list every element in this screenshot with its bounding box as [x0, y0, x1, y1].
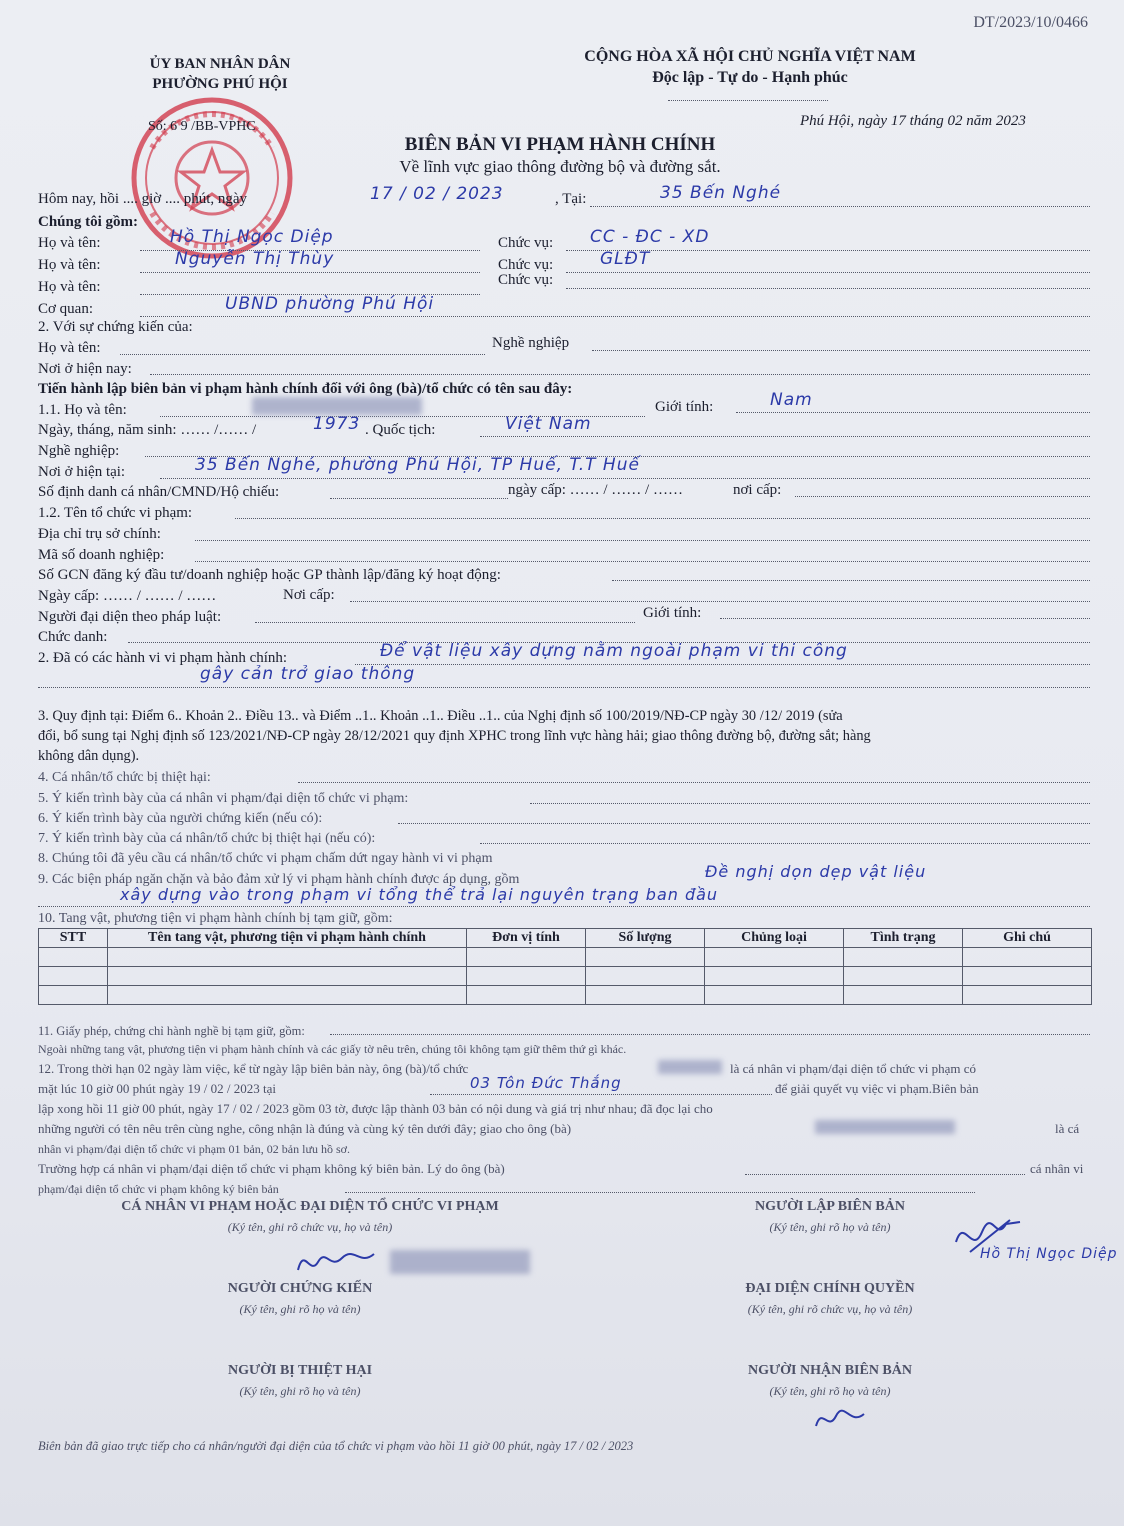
dotted-line [345, 1192, 975, 1193]
violation-line-1: Để vật liệu xây dựng nằm ngoài phạm vi thi công [380, 641, 848, 661]
closing-13a: Trường hợp cá nhân vi phạm/đại diện tổ chức vi phạm không ký biên bản. Lý do ông (bà) [38, 1161, 505, 1176]
violation-label: 2. Đã có các hành vi vi phạm hành chính: [38, 650, 288, 666]
violator-name-label: 1.1. Họ và tên: [38, 402, 127, 418]
dotted-line [235, 518, 1090, 519]
dotted-line [38, 906, 1090, 907]
officer-name-label: Họ và tên: [38, 279, 101, 295]
agency-value: UBND phường Phú Hội [225, 294, 435, 314]
measures-line-1: Đề nghị dọn dẹp vật liệu [705, 862, 927, 881]
intro-date: 17 / 02 / 2023 [370, 184, 504, 204]
col-quantity: Số lượng [586, 929, 705, 948]
org-address-label: Địa chỉ trụ sở chính: [38, 526, 161, 542]
dotted-line [140, 316, 1090, 317]
closing-12b-place: 03 Tôn Đức Thắng [470, 1074, 622, 1092]
intro-at-label: , Tại: [555, 191, 587, 207]
violator-dob-label: Ngày, tháng, năm sinh: …… /…… / [38, 422, 257, 438]
item-6-label: 6. Ý kiến trình bày của người chứng kiến (nếu có): [38, 811, 323, 826]
org-rep-gender-label: Giới tính: [643, 605, 702, 621]
witness-address-label: Nơi ở hiện nay: [38, 361, 132, 377]
document-code: DT/2023/10/0466 [973, 14, 1088, 31]
maker-signature-title: NGƯỜI LẬP BIÊN BẢN [754, 1199, 905, 1214]
violator-nationality: Việt Nam [505, 414, 592, 434]
closing-12e: nhân vi phạm/đại diện tổ chức vi phạm 01 bản, 02 bản lưu hồ sơ. [38, 1142, 350, 1156]
redacted-text [815, 1120, 955, 1134]
dotted-line [530, 803, 1090, 804]
org-title-label: Chức danh: [38, 629, 108, 645]
col-unit: Đơn vị tính [467, 929, 586, 948]
violator-address: 35 Bến Nghé, phường Phú Hội, TP Huế, T.T Huế [195, 455, 640, 475]
dotted-line [795, 496, 1090, 497]
measures-line-2: xây dựng vào trong phạm vi tổng thể trả lại nguyên trạng ban đầu [120, 885, 719, 904]
maker-signature-note: (Ký tên, ghi rõ họ và tên) [769, 1220, 891, 1234]
closing-11b: Ngoài những tang vật, phương tiện vi phạm hành chính và các giấy tờ nêu trên, chúng tôi không tạm giữ thêm thứ gì khác. [38, 1042, 627, 1056]
col-note: Ghi chú [963, 929, 1092, 948]
place-date-line: Phú Hội, ngày 17 tháng 02 năm 2023 [800, 113, 1026, 129]
violator-dob-year: 1973 [313, 414, 361, 434]
officer-name-label: Họ và tên: [38, 257, 101, 273]
authority-name: ỦY BAN NHÂN DÂN [149, 56, 291, 72]
dotted-line [566, 272, 1090, 273]
delivery-footer: Biên bản đã giao trực tiếp cho cá nhân/người đại diện của tổ chức vi phạm vào hồi 11 giờ 00 phút, ngày 17 / 02 / 2023 [38, 1439, 634, 1453]
org-representative-label: Người đại diện theo pháp luật: [38, 609, 222, 625]
redacted-text [658, 1060, 722, 1074]
national-motto: Độc lập - Tự do - Hạnh phúc [652, 69, 848, 86]
dotted-line [745, 1174, 1025, 1175]
gov-signature-note: (Ký tên, ghi rõ chức vụ, họ và tên) [747, 1302, 913, 1316]
witness-signature-title: NGƯỜI CHỨNG KIẾN [227, 1281, 373, 1296]
dotted-line [590, 206, 1090, 207]
org-name-label: 1.2. Tên tổ chức vi phạm: [38, 505, 193, 521]
officer-position-label: Chức vụ: [498, 257, 554, 273]
regulation-line-1: 3. Quy định tại: Điểm 6.. Khoản 2.. Điều 13.. và Điểm ..1.. Khoản ..1.. Điều ..1.. của Nghị định số 100/2019/NĐ-CP ngày 30 /12/ 2019 (sửa [38, 708, 843, 724]
col-condition: Tình trạng [844, 929, 963, 948]
violation-line-2: gây cản trở giao thông [200, 664, 416, 684]
table-row [39, 986, 1092, 1005]
closing-12d-tail: là cá [1055, 1121, 1080, 1136]
dotted-line [350, 601, 1090, 602]
agency-label: Cơ quan: [38, 301, 94, 317]
violator-signature-image [290, 1236, 380, 1286]
violator-id-date-label: ngày cấp: …… / …… / …… [508, 482, 683, 498]
maker-signature-name: Hồ Thị Ngọc Diệp [980, 1246, 1118, 1262]
officer-name-1: Hồ Thị Ngọc Diệp [170, 227, 334, 247]
ward-name: PHƯỜNG PHÚ HỘI [152, 76, 288, 92]
dotted-line [480, 843, 1090, 844]
receiver-signature-title: NGƯỜI NHẬN BIÊN BẢN [748, 1363, 912, 1378]
victim-signature-note: (Ký tên, ghi rõ họ và tên) [239, 1384, 361, 1398]
witness-name-label: Họ và tên: [38, 340, 101, 356]
violator-signature-note: (Ký tên, ghi rõ chức vụ, họ và tên) [227, 1220, 393, 1234]
motto-underline [668, 100, 828, 101]
violator-signature-title: CÁ NHÂN VI PHẠM HOẶC ĐẠI DIỆN TỔ CHỨC VI PHẠM [121, 1199, 499, 1214]
officer-name-2: Nguyễn Thị Thùy [175, 249, 335, 269]
violator-nationality-label: . Quốc tịch: [365, 422, 436, 438]
item-7-label: 7. Ý kiến trình bày của cá nhân/tổ chức bị thiệt hại (nếu có): [38, 831, 376, 846]
officers-heading: Chúng tôi gồm: [38, 214, 139, 230]
dotted-line [355, 664, 1090, 665]
dotted-line [150, 374, 1090, 375]
document-title: BIÊN BẢN VI PHẠM HÀNH CHÍNH [404, 134, 716, 155]
receiver-signature-note: (Ký tên, ghi rõ họ và tên) [769, 1384, 891, 1398]
dotted-line [480, 436, 1090, 437]
seized-label: 10. Tang vật, phương tiện vi phạm hành chính bị tạm giữ, gồm: [38, 911, 393, 926]
victim-signature-title: NGƯỜI BỊ THIỆT HẠI [227, 1363, 373, 1378]
regulation-line-3: không dân dụng). [38, 748, 140, 764]
col-stt: STT [39, 929, 108, 948]
closing-13a-tail: cá nhân vi [1030, 1161, 1084, 1176]
dotted-line [430, 1094, 772, 1095]
officer-position-2: GLĐT [600, 249, 651, 269]
intro-place: 35 Bến Nghé [660, 183, 782, 203]
dotted-line [38, 687, 1090, 688]
dotted-line [330, 1034, 1090, 1035]
item-8-label: 8. Chúng tôi đã yêu cầu cá nhân/tổ chức vi phạm chấm dứt ngay hành vi vi phạm [38, 851, 493, 866]
national-title: CỘNG HÒA XÃ HỘI CHỦ NGHĨA VIỆT NAM [584, 48, 916, 65]
redacted-signature-name [390, 1250, 530, 1274]
closing-12d: những người có tên nêu trên cùng nghe, công nhận là đúng và cùng ký tên dưới đây; giao cho ông (bà) [38, 1121, 572, 1136]
table-header-row [39, 929, 1092, 948]
org-issue-place-label: Nơi cấp: [283, 587, 335, 603]
org-issue-date-label: Ngày cấp: …… / …… / …… [38, 588, 217, 604]
dotted-line [612, 580, 1090, 581]
dotted-line [120, 354, 485, 355]
org-code-label: Mã số doanh nghiệp: [38, 547, 165, 563]
dotted-line [140, 272, 480, 273]
regulation-line-2: đổi, bổ sung tại Nghị định số 123/2021/NĐ-CP ngày 28/12/2021 quy định XPHC trong lĩnh vực hàng hải; giao thông đường bộ, đường sắt; hàng [38, 728, 871, 744]
dotted-line [255, 622, 635, 623]
gov-signature-title: ĐẠI DIỆN CHÍNH QUYỀN [745, 1281, 915, 1296]
violator-address-label: Nơi ở hiện tại: [38, 464, 126, 480]
dotted-line [566, 288, 1090, 289]
dotted-line [398, 823, 1090, 824]
violator-id-place-label: nơi cấp: [733, 482, 782, 498]
org-registration-label: Số GCN đăng ký đầu tư/doanh nghiệp hoặc GP thành lập/đăng ký hoạt động: [38, 567, 501, 583]
dotted-line [736, 412, 1090, 413]
officer-position-1: CC - ĐC - XD [590, 227, 710, 247]
dotted-line [195, 540, 1090, 541]
witness-job-label: Nghề nghiệp [492, 335, 570, 351]
violator-job-label: Nghề nghiệp: [38, 443, 120, 459]
document-number: Số: 6 9 /BB-VPHC [148, 119, 256, 134]
col-item-name: Tên tang vật, phương tiện vi phạm hành chính [108, 929, 467, 948]
witness-heading: 2. Với sự chứng kiến của: [38, 319, 193, 335]
table-row [39, 967, 1092, 986]
table-row [39, 948, 1092, 967]
dotted-line [720, 618, 1090, 619]
closing-12b: mặt lúc 10 giờ 00 phút ngày 19 / 02 / 2023 tại [38, 1081, 276, 1096]
receiver-signature-image [810, 1400, 870, 1436]
dotted-line [592, 350, 1090, 351]
witness-signature-note: (Ký tên, ghi rõ họ và tên) [239, 1302, 361, 1316]
measures-label: 9. Các biện pháp ngăn chặn và bảo đảm xử lý vi phạm hành chính được áp dụng, gồm [38, 872, 520, 887]
violator-id-label: Số định danh cá nhân/CMND/Hộ chiếu: [38, 484, 280, 500]
violator-gender: Nam [770, 390, 813, 410]
closing-11: 11. Giấy phép, chứng chỉ hành nghề bị tạm giữ, gồm: [38, 1024, 305, 1038]
seized-items-table [38, 928, 1092, 1005]
red-seal-stamp [112, 78, 322, 278]
closing-12b-tail: để giải quyết vụ việc vi phạm.Biên bản [775, 1081, 979, 1096]
closing-12c: lập xong hồi 11 giờ 00 phút, ngày 17 / 02 / 2023 gồm 03 tờ, được lập thành 03 bản có nội dung và giá trị như nhau; đã đọc lại cho [38, 1101, 713, 1116]
closing-13b: phạm/đại diện tổ chức vi phạm không ký biên bản [38, 1182, 279, 1196]
dotted-line [160, 478, 1090, 479]
document-subtitle: Về lĩnh vực giao thông đường bộ và đường sắt. [399, 157, 721, 176]
closing-12a: 12. Trong thời hạn 02 ngày làm việc, kể từ ngày lập biên bản này, ông (bà)/tổ chức [38, 1061, 469, 1076]
officer-name-label: Họ và tên: [38, 235, 101, 251]
dotted-line [298, 782, 1090, 783]
violator-gender-label: Giới tính: [655, 399, 714, 415]
closing-12a-tail: là cá nhân vi phạm/đại diện tổ chức vi phạm có [730, 1061, 977, 1076]
dotted-line [195, 561, 1090, 562]
dotted-line [330, 498, 508, 499]
item-5-label: 5. Ý kiến trình bày của cá nhân vi phạm/đại diện tổ chức vi phạm: [38, 791, 409, 806]
col-type: Chủng loại [705, 929, 844, 948]
officer-position-label: Chức vụ: [498, 235, 554, 251]
redacted-name [252, 397, 422, 415]
violator-heading: Tiến hành lập biên bản vi phạm hành chính đối với ông (bà)/tổ chức có tên sau đây: [38, 381, 573, 397]
item-4-label: 4. Cá nhân/tổ chức bị thiệt hại: [38, 770, 211, 785]
officer-position-label: Chức vụ: [498, 272, 554, 288]
intro-time-label: Hôm nay, hồi .... giờ .... phút, ngày [38, 191, 248, 207]
